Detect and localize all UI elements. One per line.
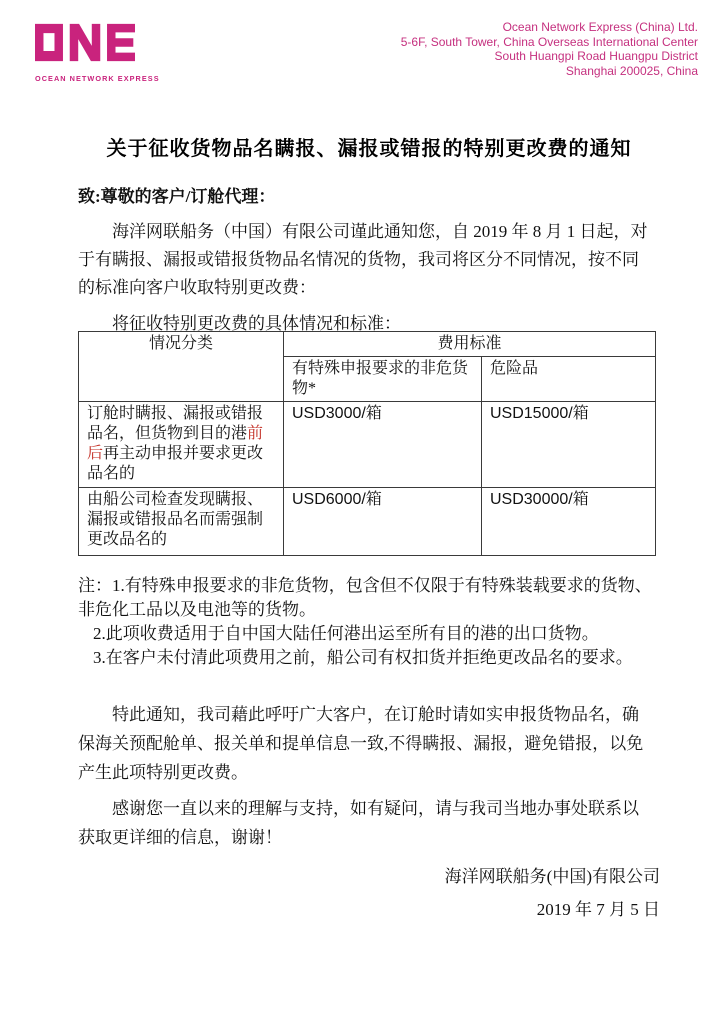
table-header-dg: 危险品 xyxy=(482,357,656,402)
table-row xyxy=(79,402,656,488)
address-line: 5-6F, South Tower, China Overseas International Center xyxy=(400,34,698,49)
note-line: 2.此项收费适用于自中国大陆任何港出运至所有目的港的出口货物。 xyxy=(93,624,599,643)
paragraph-line: 的标准向客户收取特别更改费： xyxy=(78,278,316,297)
case-text: 订舱时瞒报、漏报或错报品名，但货物到目的港 xyxy=(87,405,264,442)
intro-paragraph xyxy=(78,218,660,302)
table-header-non-dg: 有特殊申报要求的非危货物* xyxy=(284,357,482,402)
company-address xyxy=(401,20,698,78)
non-dg-fee-cell: USD6000/箱 xyxy=(284,488,482,556)
case-description-cell xyxy=(79,402,284,488)
notes-section xyxy=(78,574,660,670)
paragraph-line: 感谢您一直以来的理解与支持，如有疑问，请与我司当地办事处联系以 xyxy=(112,799,639,818)
one-logo-block xyxy=(35,20,160,83)
address-line: Shanghai 200025, China xyxy=(565,63,698,78)
dg-fee-cell: USD15000/箱 xyxy=(482,402,656,488)
signature-date: 2019 年 7 月 5 日 xyxy=(536,900,660,919)
notice-title: 关于征收货物品名瞒报、漏报或错报的特别更改费的通知 xyxy=(106,138,632,160)
table-intro-line: 将征收特别更改费的具体情况和标准： xyxy=(112,314,401,333)
note-line: 非危化工品以及电池等的货物。 xyxy=(78,600,316,619)
closing-paragraph xyxy=(78,700,660,787)
paragraph-line: 于有瞒报、漏报或错报货物品名情况的货物，我司将区分不同情况，按不同 xyxy=(78,250,639,269)
dg-fee-cell: USD30000/箱 xyxy=(482,488,656,556)
fee-table xyxy=(78,331,656,556)
non-dg-fee-cell: USD3000/箱 xyxy=(284,402,482,488)
letterhead xyxy=(35,20,698,83)
note-line: 注：1.有特殊申报要求的非危货物，包含但不仅限于有特殊装载要求的货物、 xyxy=(78,576,652,595)
signature-block xyxy=(78,860,660,926)
salutation: 致:尊敬的客户/订舱代理： xyxy=(78,187,276,206)
address-line: South Huangpi Road Huangpu District xyxy=(494,49,698,63)
case-text-highlight-red: 前后 xyxy=(87,425,264,462)
paragraph-line: 特此通知，我司藉此呼吁广大客户，在订舱时请如实申报货物品名，确 xyxy=(112,705,639,724)
table-header-case-category: 情况分类 xyxy=(79,332,284,402)
paragraph-line: 获取更详细的信息，谢谢！ xyxy=(78,828,282,847)
one-logo-icon xyxy=(35,20,135,65)
table-header-fee-standard: 费用标准 xyxy=(284,332,656,357)
paragraph-line: 产生此项特别更改费。 xyxy=(78,763,248,782)
fee-table-container xyxy=(78,331,660,556)
address-line: Ocean Network Express (China) Ltd. xyxy=(502,20,698,34)
table-row xyxy=(79,488,656,556)
paragraph-line: 海洋网联船务（中国）有限公司谨此通知您，自 2019 年 8 月 1 日起，对 xyxy=(112,222,648,241)
case-text: 再主动申报并要求更改品名的 xyxy=(87,445,264,482)
signature-company: 海洋网联船务(中国)有限公司 xyxy=(444,867,660,886)
paragraph-line: 保海关预配舱单、报关单和提单信息一致,不得瞒报、漏报，避免错报，以免 xyxy=(78,734,644,753)
case-text: 由船公司检查发现瞒报、漏报或错报品名而需强制更改品名的 xyxy=(87,491,264,548)
case-description-cell xyxy=(79,488,284,556)
thanks-paragraph xyxy=(78,794,660,852)
one-logo-subtitle: OCEAN NETWORK EXPRESS xyxy=(35,74,160,83)
note-line: 3.在客户未付清此项费用之前，船公司有权扣货并拒绝更改品名的要求。 xyxy=(93,648,633,667)
